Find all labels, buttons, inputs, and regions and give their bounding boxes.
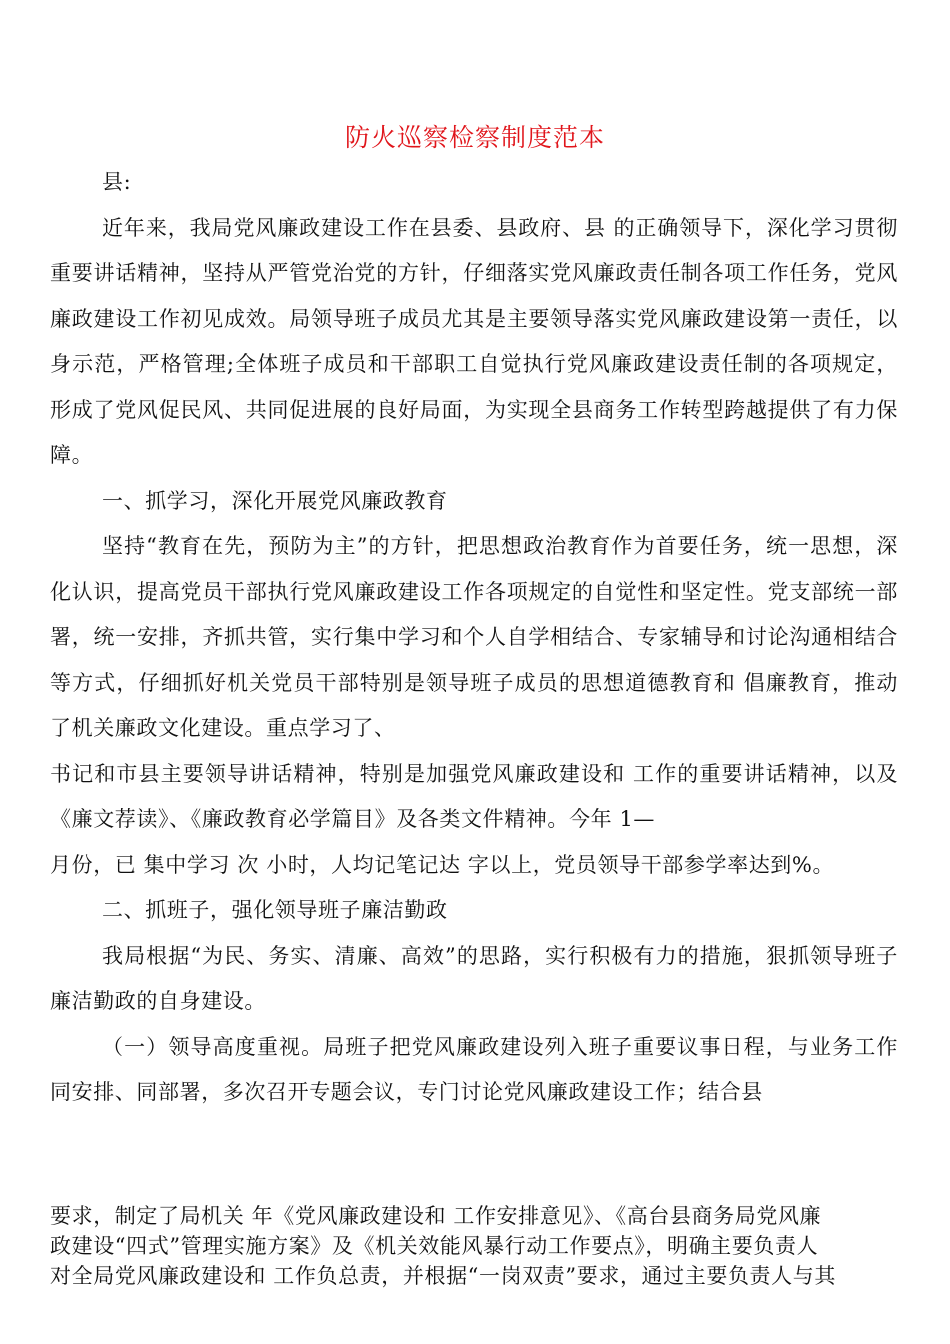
paragraph-3: （一）领导高度重视。局班子把党风廉政建设列入班子重要议事日程，与业务工作同安排、同部署，多次召开专题会议，专门讨论党风廉政建设工作；结合县 xyxy=(50,1034,898,1104)
paragraph-1-study-stats: 月份，已 集中学习 次 小时，人均记笔记达 字以上，党员领导干部参学率达到%。 xyxy=(50,852,835,877)
section-heading-1: 一、抓学习，深化开展党风廉政教育 xyxy=(102,488,448,513)
intro-paragraph: 近年来，我局党风廉政建设工作在县委、县政府、县 的正确领导下，深化学习贯彻 重要讲话精神，坚持从严管党治党的方针，仔细落实党风廉政责任制各项工作任务，党风廉政建设工作初见成效。局领导班子成员尤其是主要领导落实党风廉政建设第一责任，以身示范，严格管理;全体班子成员和干部职工自觉执行党风廉政建设责任制的各项规定，形成了党风促民风、共同促进展的良好局面，为实现全县商务工作转型跨越提供了有力保障。 xyxy=(50,215,898,467)
tail-line: 要求，制定了局机关 年《党风廉政建设和 工作安排意见》、《高台县商务局党风廉 xyxy=(50,1204,822,1228)
paragraph-1: 坚持“教育在先，预防为主”的方针，把思想政治教育作为首要任务，统一思想，深化认识，提高党员干部执行党风廉政建设工作各项规定的自觉性和坚定性。党支部统一部署，统一安排，齐抓共管，实行集中学习和个人自学相结合、专家辅导和讨论沟通相结合等方式，仔细抓好机关党员干部特别是领导班子成员的思想道德教育和 倡廉教育，推动了机关廉政文化建设。重点学习了、 xyxy=(50,534,898,740)
document-body xyxy=(50,160,898,1116)
paragraph-1-continuation: 书记和市县主要领导讲话精神，特别是加强党风廉政建设和 工作的重要讲话精神，以及《廉文荐读》、《廉政教育必学篇目》及各类文件精神。今年 1— xyxy=(50,761,898,831)
salutation: 县: xyxy=(102,170,132,194)
tail-line: 政建设“四式”管理实施方案》及《机关效能风暴行动工作要点》，明确主要负责人 xyxy=(50,1234,819,1258)
document-title: 防火巡察检察制度范本 xyxy=(344,123,605,152)
page-tail-text xyxy=(50,1201,898,1291)
tail-line: 对全局党风廉政建设和 工作负总责，并根据“一岗双责”要求，通过主要负责人与其 xyxy=(50,1264,836,1288)
paragraph-2: 我局根据“为民、务实、清廉、高效”的思路，实行积极有力的措施，狠抓领导班子廉洁勤政的自身建设。 xyxy=(50,943,898,1013)
section-heading-2: 二、抓班子，强化领导班子廉洁勤政 xyxy=(102,898,448,922)
